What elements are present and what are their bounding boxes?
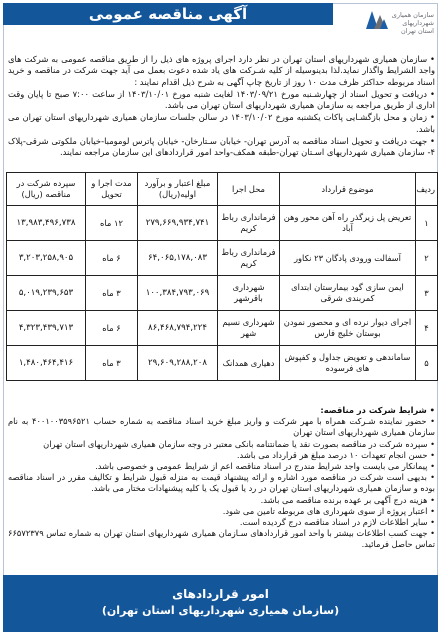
table-row [7,276,438,311]
table-row [7,241,438,276]
cell-subject: ایمن سازی گود بیمارستان ابتدای کمربندی شرقی [280,276,416,311]
table-row [7,206,438,241]
cell-deposit: ۴,۳۲۳,۴۳۹,۷۱۳ [7,311,86,346]
footer-organization: (سازمان همیاری شهرداریهای استان تهران) [101,604,340,617]
header [3,3,438,53]
condition-item: • حسن انجام تعهدات ۱۰ درصد مبلغ هر قرارداد می باشد. [236,449,435,460]
cell-budget: ۸۶,۴۶۸,۷۹۴,۲۲۴ [138,311,218,346]
condition-item: • سایر اطلاعات لازم در اسناد مناقصه درج گردیده است. [239,517,435,528]
condition-item: • هزینه درج آگهی بر عهده برنده مناقصه می باشد. [260,494,435,505]
cell-subject: اجرای دیوار نرده ای و محصور نمودن بوستان خلیج فارس [280,311,416,346]
cell-location: فرمانداری رباط کریم [218,241,280,276]
cell-duration: ۱۲ ماه [86,206,138,241]
condition-item: • اعتبار پروژه از سوی شهرداری های مربوطه تامین می شود. [222,505,435,516]
page-title: آگهی مناقصه عمومی [3,3,333,25]
cell-location: شهرداری نسیم شهر [218,311,280,346]
table-header-row [7,173,438,206]
cell-deposit: ۱,۴۸۰,۴۶۴,۴۱۶ [7,346,86,381]
cell-budget: ۶۴,۰۶۵,۱۷۸,۰۸۳ [138,241,218,276]
cell-location: دهیاری همدانک [218,346,280,381]
cell-subject: آسفالت ورودی پادگان ۲۳ نکاور [280,241,416,276]
cell-row-number: ۵ [416,346,438,381]
header-duration: مدت اجرا و تحویل [86,173,138,206]
bullet-item: • دریافت و تحویل اسناد از چهارشـنبه مورخ ۱۴۰۳/۰۹/۲۱ لغایت شنبه مورخ ۱۴۰۳/۱۰/۰۱ از ساعت ۷:۰۰ صبح تا پایان وقت اداری از طریق مراجعه به سازمان همیاری شهرداریهای استان تهران می باشد. [8,88,435,111]
cell-deposit: ۵,۰۱۹,۲۳۹,۶۵۳ [7,276,86,311]
header-deposit: سپرده شرکت در مناقصه (ریال) [7,173,86,206]
condition-item: • پیمانکار می بایست واجد شرایط مندرج در اسناد مناقصه اعم از شرایط عمومی و خصوصی باشد. [95,461,435,472]
cell-row-number: ۲ [416,241,438,276]
condition-item: • جهت کسب اطلاعات بیشتر با واحد امور قراردادهای سـازمان همیاری شهرداریهای استان تهران به شماره تماس ۶۶۵۷۲۳۷۹ تماس حاصل فرمائید. [8,528,435,550]
cell-deposit: ۳,۲۰۳,۲۵۸,۹۰۵ [7,241,86,276]
cell-budget: ۲۷۹,۶۶۹,۹۳۴,۷۴۱ [138,206,218,241]
table-row [7,311,438,346]
header-location: محل اجرا [218,173,280,206]
logo-text: سازمان همیاری شهرداریهای استان تهران [391,11,434,35]
cell-duration: ۳ ماه [86,276,138,311]
logo-icon [364,7,390,31]
cell-duration: ۳ ماه [86,346,138,381]
conditions-heading: • شرایط شرکت در مناقصه: [320,405,435,415]
cell-location: شهرداری باقرشهر [218,276,280,311]
cell-duration: ۶ ماه [86,311,138,346]
bullet-item: • زمان و محل بازگشـایی پاکات یکشنبه مورخ ۱۴۰۳/۱۰/۰۲ در سالن جلسات سازمان همیاری شهرداریهای استان تهران می باشد. [8,112,435,134]
condition-item: • بدیهی است شرکت در مناقصه مورد اشاره و ارائه پیشنهاد قیمت به منزله قبول شرایط و تکالیف مقرر در اسناد مناقصه بوده و سازمان همیاری شهرداریهای استان تهران در رد یا قبول یک یا کلیه پیشنهادات مختار می باشد. [8,472,435,494]
organization-logo [362,5,434,51]
contracts-table [6,172,438,381]
header-budget: مبلغ اعتبار و برآورد اولیه(ریال) [138,173,218,206]
cell-row-number: ۴ [416,311,438,346]
cell-location: فرمانداری رباط کریم [218,206,280,241]
announcement-bullets [8,54,435,160]
cell-budget: ۲۹,۶۰۹,۲۸۸,۲۰۸ [138,346,218,381]
cell-budget: ۱۰۰,۳۸۴,۷۹۳,۰۶۹ [138,276,218,311]
table-row [7,346,438,381]
tender-conditions [8,405,435,551]
footer-signature [3,575,438,632]
cell-row-number: ۳ [416,276,438,311]
cell-subject: تعریض پل زیرگذر راه آهن محور وهن آباد [280,206,416,241]
footer-department: امور قراردادهای [172,587,269,601]
header-subject: موضوع قرارداد [280,173,416,206]
cell-duration: ۶ ماه [86,241,138,276]
bullet-item: • سازمان همیاری شهرداریهای استان تهران در نظر دارد اجرای پروژه های ذیل را از طریق مناقصه عمومی به شرکت های واجد الشرایط واگذار نماید.لذا بدینوسیله از کلیه شـرکت های یاد شده دعوت بعمل می آید جهت شرکت در مناقصه و خرید اسناد مربوطه حداکثر ظرف مدت ۱۰ روز از تاریخ چاپ آگهی به شرح ذیل اقدام نمایند : [8,54,435,87]
header-row-number: ردیف [416,173,438,206]
condition-item: • سپرده شرکت در مناقصه بصورت نقد یا ضمانتنامه بانکی معتبر در وجه سازمان همیاری شهرداریهای استان تهران [43,438,435,449]
bullet-item: • جهت دریافت و تحویل اسناد مناقصه به آدرس تهران- خیابان سـتارخان- خیابان پاترس لومومبا-خیابان ملکوتی شرقی-پلاک ۴- سازمان همیاری شهرداریهای اسـتان تهران-طبقه همکف-واحد امور قراردادهای این سازمان مراجعه نمایند. [8,136,435,158]
cell-subject: ساماندهی و تعویض جداول و کفپوش های فرسوده [280,346,416,381]
cell-row-number: ۱ [416,206,438,241]
condition-item: • حضور نماینده شـرکت همراه با مهر شرکت و واریز مبلغ خرید اسناد مناقصه به شماره حساب ۴۰۰۱۰۰۳۵۹۶۵۲۱ به نام سازمان همیاری شهرداریهای استان تهران [8,416,435,438]
cell-deposit: ۱۳,۹۸۳,۴۹۶,۷۳۸ [7,206,86,241]
